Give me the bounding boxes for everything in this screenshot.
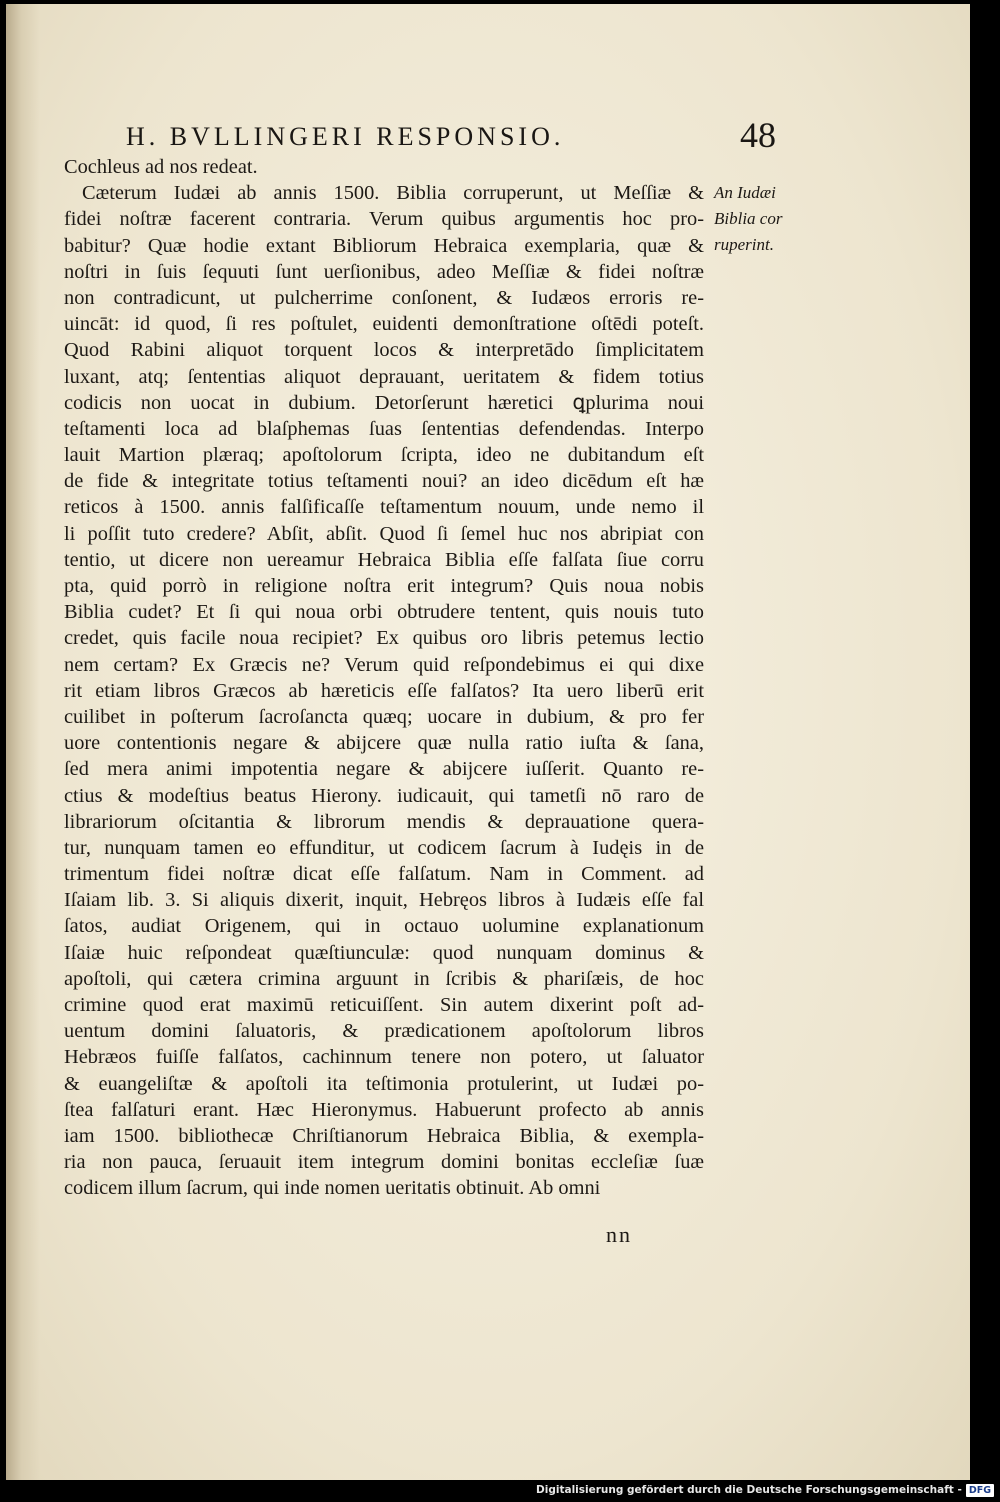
text-line: Quod Rabini aliquot torquent locos & interpretādo ſimplicitatem <box>64 339 704 362</box>
text-line: tur, nunquam tamen eo effunditur, ut codicem ſacrum à Iudęis in de <box>64 836 704 859</box>
text-line: uincāt: id quod, ſi res poſtulet, euidenti demonſtratione oſtēdi poteſt. <box>64 313 704 336</box>
text-line: de fide & integritate totius teſtamenti noui? an ideo dicēdum eſt hæ <box>64 470 704 493</box>
footer-text: Digitalisierung gefördert durch die Deutsche Forschungsgemeinschaft - <box>536 1484 962 1496</box>
text-line: librariorum oſcitantia & librorum mendis & deprauatione quera- <box>64 810 704 833</box>
text-line: crimine quod erat maximū reticuiſſent. Sin autem dixerint poſt ad- <box>64 994 704 1016</box>
text-line: tentio, ut dicere non uereamur Hebraica Biblia eſſe falſata ſiue corru <box>64 548 704 571</box>
margin-note <box>714 180 824 259</box>
text-line: codicis non uocat in dubium. Detorſerunt hæretici ꝗplurima noui <box>64 391 704 414</box>
text-line: ſtea falſaturi erant. Hæc Hieronymus. Habuerunt profecto ab annis <box>64 1098 704 1121</box>
book-page <box>6 4 970 1480</box>
text-line: ſatos, audiat Origenem, qui in octauo uolumine explanationum <box>64 915 704 938</box>
text-line: Hebræos fuiſſe falſatos, cachinnum tenere non potero, ut ſaluator <box>64 1046 704 1069</box>
text-line: uore contentionis negare & abijcere quæ nulla ratio iuſta & ſana, <box>64 732 704 755</box>
text-line: apoſtoli, qui cætera crimina arguunt in ſcribis & phariſæis, de hoc <box>64 967 704 990</box>
text-line: Iſaiæ huic reſpondeat quæſtiunculæ: quod nunquam dominus & <box>64 941 704 964</box>
text-line: credet, quis facile noua recipiet? Ex quibus oro libris petemus lectio <box>64 627 704 650</box>
text-line: ria non pauca, ſeruauit item integrum domini bonitas eccleſiæ ſuæ <box>64 1151 704 1174</box>
text-line: cuilibet in poſterum ſacroſancta quæq; uocare in dubium, & pro fer <box>64 705 704 728</box>
text-line: teſtamenti loca ad blaſphemas ſuas ſententias defendendas. Interpo <box>64 417 704 440</box>
margin-note-line: ruperint. <box>714 235 774 255</box>
running-head <box>116 114 776 155</box>
text-line: nem certam? Ex Græcis ne? Verum quid reſpondebimus ei qui dixe <box>64 653 704 676</box>
text-line: pta, quid porrò in religione noſtra erit integrum? Quis noua nobis <box>64 575 704 597</box>
signature-mark: nn <box>606 1222 632 1247</box>
text-line: codicem illum ſacrum, qui inde nomen ueritatis obtinuit. Ab omni <box>64 1177 601 1200</box>
running-title: H. BVLLINGERI RESPONSIO. <box>126 122 565 151</box>
margin-note-line: Biblia cor <box>714 209 783 229</box>
page-number: 48 <box>740 115 776 155</box>
text-line: non contradicunt, ut pulcherrime conſonent, & Iudæos erroris re- <box>64 286 704 309</box>
text-line: fidei noſtræ facerent contraria. Verum quibus argumentis hoc pro- <box>64 208 704 231</box>
text-line: noſtri in ſuis ſequuti ſunt uerſionibus, adeo Meſſiæ & fidei noſtræ <box>64 260 704 283</box>
text-line: Cochleus ad nos redeat. <box>64 156 258 178</box>
text-line: Biblia cudet? Et ſi qui noua orbi obtrudere tentent, quis nouis tuto <box>64 601 704 624</box>
text-line: babitur? Quæ hodie extant Bibliorum Hebraica exemplaria, quæ & <box>64 234 704 257</box>
margin-note-line: An Iudæi <box>714 183 776 202</box>
dfg-logo: DFG <box>966 1484 994 1497</box>
text-line: ſed mera animi impotentia negare & abijcere iuſſerit. Quanto re- <box>64 758 704 781</box>
text-line: trimentum fidei noſtræ dicat eſſe falſatum. Nam in Comment. ad <box>64 863 704 886</box>
text-line: & euangeliſtæ & apoſtoli ita teſtimonia protulerint, ut Iudæi po- <box>64 1072 704 1095</box>
text-line: uentum domini ſaluatoris, & prædicationem apoſtolorum libros <box>64 1020 704 1043</box>
footer-credit <box>536 1482 994 1498</box>
text-line: lauit Martion plæraq; apoſtolorum ſcripta, ideo ne dubitandum eſt <box>64 444 704 467</box>
text-line: Iſaiam lib. 3. Si aliquis dixerit, inquit, Hebręos libros à Iudæis eſſe fal <box>64 889 704 912</box>
text-line: reticos à 1500. annis falſificaſſe teſtamentum nouum, unde nemo il <box>64 496 704 519</box>
text-line: rit etiam libros Græcos ab hæreticis eſſe falſatos? Ita uero liberū erit <box>64 679 704 702</box>
page-gutter-shadow <box>6 4 40 1480</box>
text-line: luxant, atq; ſententias aliquot deprauant, ueritatem & fidem totius <box>64 365 704 388</box>
body-text <box>64 154 704 1202</box>
text-line: li poſſit tuto credere? Abſit, abſit. Quod ſi ſemel huc nos abripiat con <box>64 522 704 545</box>
text-line: ctius & modeſtius beatus Hierony. iudicauit, qui tametſi nō raro de <box>64 784 704 807</box>
text-line: iam 1500. bibliothecæ Chriſtianorum Hebraica Biblia, & exempla- <box>64 1124 704 1147</box>
text-line: Cæterum Iudæi ab annis 1500. Biblia corruperunt, ut Meſſiæ & <box>82 182 704 205</box>
